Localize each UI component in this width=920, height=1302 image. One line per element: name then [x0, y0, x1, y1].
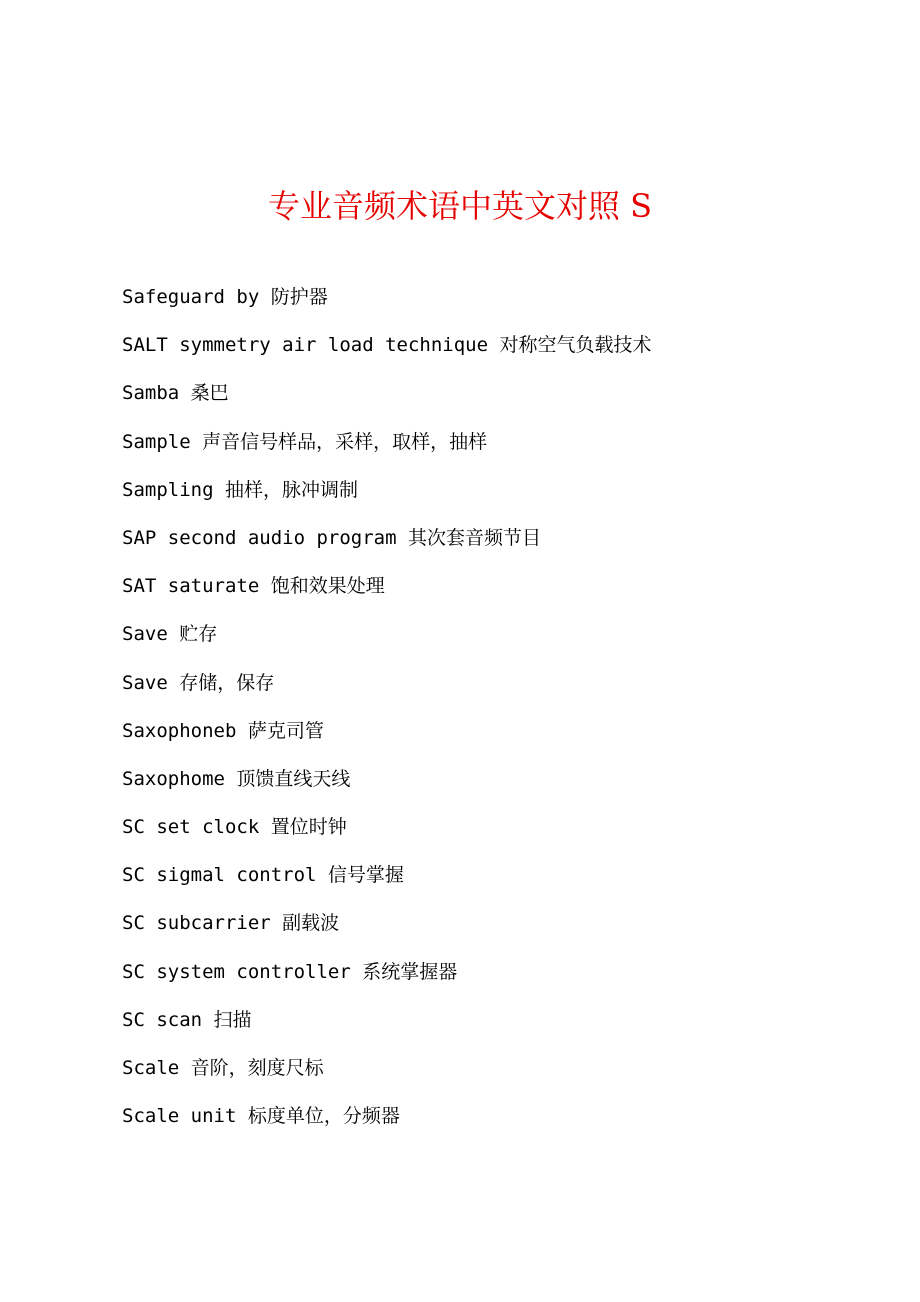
- entry-meaning: 饱和效果处理: [270, 575, 385, 598]
- entry-meaning: 存储，保存: [179, 671, 275, 694]
- entry-meaning: 置位时钟: [270, 816, 347, 839]
- entry-meaning: 音阶，刻度尺标: [190, 1057, 324, 1079]
- glossary-entry: [122, 573, 882, 621]
- entry-term: SC subcarrier: [122, 912, 271, 935]
- glossary-entry: [122, 959, 882, 1007]
- entry-term: Sampling: [122, 478, 214, 501]
- glossary-entry: [122, 1055, 882, 1103]
- entry-term: SAP second audio program: [122, 526, 397, 549]
- glossary-list: [122, 284, 882, 1151]
- glossary-entry: [122, 621, 882, 669]
- entry-term: Saxophome: [122, 767, 225, 790]
- glossary-entry: [122, 670, 882, 718]
- glossary-entry: [122, 1103, 882, 1151]
- entry-meaning: 对称空气负载技术: [499, 334, 652, 357]
- glossary-entry: [122, 814, 882, 862]
- entry-meaning: 扫描: [213, 1008, 252, 1031]
- entry-meaning: 副载波: [282, 912, 340, 935]
- glossary-entry: [122, 1007, 882, 1055]
- entry-term: SC set clock: [122, 816, 260, 839]
- entry-term: Samba: [122, 382, 180, 405]
- glossary-entry: [122, 429, 882, 477]
- entry-term: SC scan: [122, 1008, 203, 1031]
- entry-term: Save: [122, 623, 168, 646]
- entry-term: Save: [122, 671, 168, 694]
- entry-term: Safeguard by: [122, 286, 260, 308]
- entry-meaning: 声音信号样品，采样，取样，抽样: [202, 430, 488, 453]
- glossary-entry: [122, 525, 882, 573]
- entry-term: Saxophoneb: [122, 719, 237, 742]
- entry-term: Sample: [122, 430, 191, 453]
- entry-term: Scale: [122, 1057, 180, 1079]
- glossary-entry: [122, 284, 882, 332]
- entry-meaning: 其次套音频节目: [408, 526, 542, 549]
- entry-meaning: 标度单位，分频器: [247, 1105, 400, 1128]
- entry-meaning: 顶馈直线天线: [236, 767, 351, 790]
- glossary-entry: [122, 718, 882, 766]
- glossary-entry: [122, 332, 882, 380]
- document-title: 专业音频术语中英文对照 S: [267, 187, 653, 225]
- entry-term: SC system controller: [122, 960, 351, 983]
- entry-term: SC sigmal control: [122, 864, 317, 887]
- entry-meaning: 系统掌握器: [362, 960, 458, 983]
- glossary-entry: [122, 766, 882, 814]
- glossary-entry: [122, 862, 882, 910]
- entry-meaning: 防护器: [270, 286, 328, 308]
- glossary-entry: [122, 910, 882, 958]
- entry-meaning: 桑巴: [190, 382, 229, 405]
- entry-meaning: 贮存: [179, 623, 218, 646]
- glossary-entry: [122, 477, 882, 525]
- entry-meaning: 萨克司管: [247, 719, 324, 742]
- entry-meaning: 抽样，脉冲调制: [224, 478, 358, 501]
- entry-term: Scale unit: [122, 1105, 237, 1128]
- entry-term: SALT symmetry air load technique: [122, 334, 489, 357]
- entry-meaning: 信号掌握: [327, 864, 404, 887]
- glossary-entry: [122, 380, 882, 428]
- entry-term: SAT saturate: [122, 575, 260, 598]
